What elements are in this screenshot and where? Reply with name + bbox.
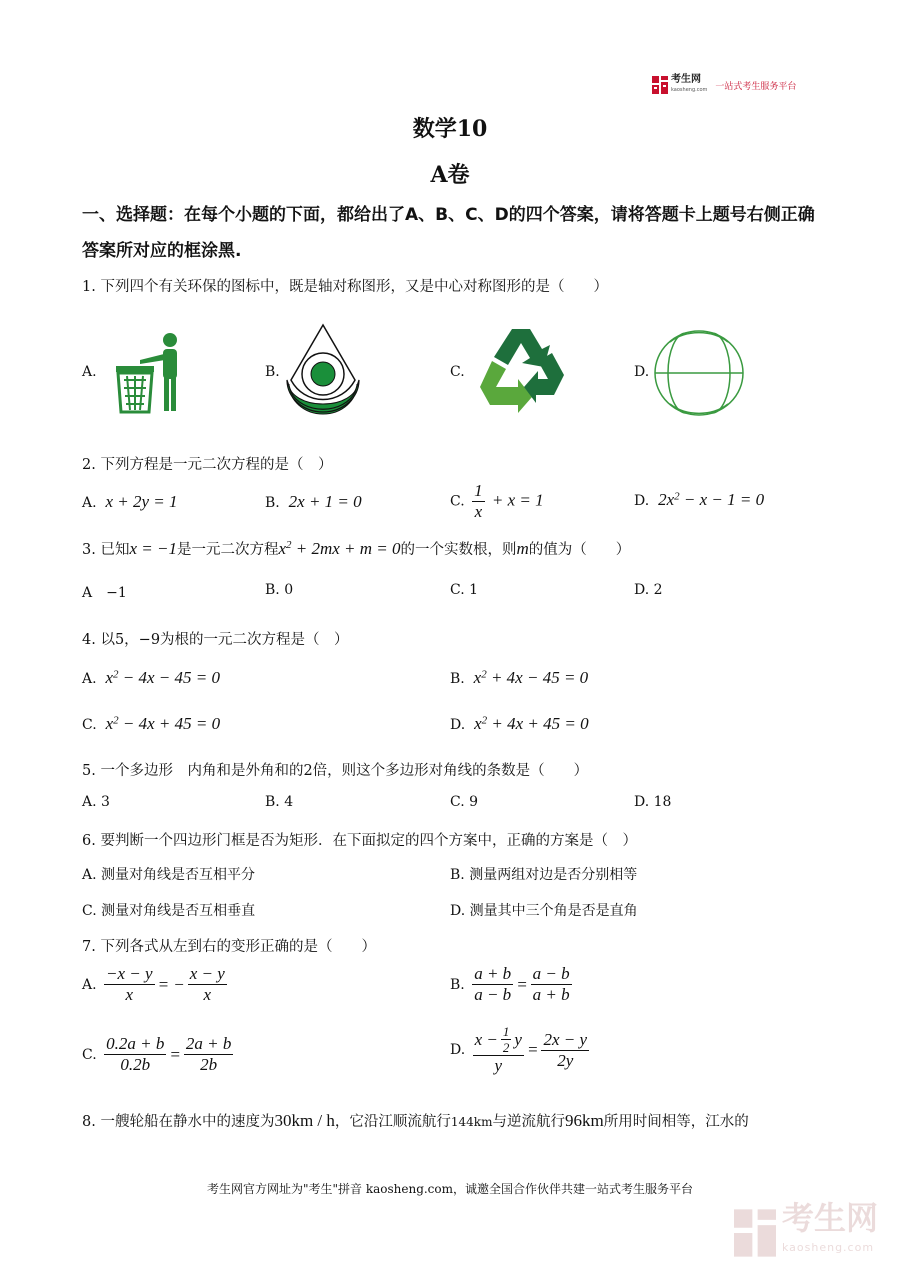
q1-option-b-label: B.	[265, 364, 280, 380]
question-4-stem: 4. 以5，−9为根的一元二次方程是（ ）	[82, 632, 349, 648]
water-drop-icon	[283, 322, 363, 420]
header-logo	[652, 72, 822, 98]
section-heading: 一、选择题：在每个小题的下面，都给出了A、B、C、D的四个答案，请将答题卡上题号右侧正确答案所对应的框涂黑.	[82, 205, 815, 261]
question-1-stem: 1. 下列四个有关环保的图标中，既是轴对称图形，又是中心对称图形的是（ ）	[82, 279, 608, 295]
q5-option-d: D. 18	[634, 794, 672, 810]
q7-option-c: C. $\frac{0.2a + b}{0.2b}$ = $\frac{2a + b}{2b}$	[82, 1034, 232, 1074]
watermark-logo-icon	[734, 1209, 776, 1257]
page-title: 数学10	[412, 116, 488, 142]
globe-icon	[652, 328, 746, 418]
q6-option-a: A. 测量对角线是否互相平分	[82, 867, 256, 883]
q2-option-c: C. $\frac{1}{x}$ + x = 1	[450, 481, 544, 521]
q4-option-d: D. $x^2 + 4x + 45 = 0$	[450, 714, 589, 733]
q2-option-d: D. $2x^2 - x - 1 = 0$	[634, 490, 765, 509]
q3-option-c: C. 1	[450, 582, 479, 598]
q3-option-d: D. 2	[634, 582, 663, 598]
q6-option-d: D. 测量其中三个角是否是直角	[450, 903, 638, 919]
q4-option-a: A. $x^2 - 4x - 45 = 0$	[82, 668, 220, 687]
q6-option-c: C. 测量对角线是否互相垂直	[82, 903, 256, 919]
watermark-text: 考生网 kaosheng.com	[782, 1203, 878, 1263]
q2-option-a: A. x + 2y = 1	[82, 492, 178, 511]
logo-slogan: 一站式考生服务平台	[715, 81, 797, 92]
watermark	[734, 1199, 878, 1263]
q1-option-d-label: D.	[634, 364, 650, 380]
question-8-stem: 8. 一艘轮船在静水中的速度为30km / h，它沿江顺流航行144km与逆流航行96km所用时间相等，江水的	[82, 1111, 749, 1130]
q5-option-a: A. 3	[82, 794, 110, 810]
q4-option-c: C. $x^2 - 4x + 45 = 0$	[82, 714, 221, 733]
q7-option-a: A. $\frac{-x - y}{x}$ = − $\frac{x - y}{x}$	[82, 964, 225, 1004]
q1-option-a-label: A.	[82, 364, 97, 380]
q4-option-b: B. $x^2 + 4x - 45 = 0$	[450, 668, 589, 687]
logo-name: 考生网 kaosheng.com	[671, 74, 708, 93]
trash-person-icon	[110, 330, 190, 415]
q6-option-b: B. 测量两组对边是否分别相等	[450, 867, 638, 883]
q2-option-b: B. 2x + 1 = 0	[265, 492, 362, 511]
question-2-stem: 2. 下列方程是一元二次方程的是（ ）	[82, 457, 333, 473]
recycle-icon	[472, 325, 570, 417]
question-7-stem: 7. 下列各式从左到右的变形正确的是（ ）	[82, 939, 376, 955]
q7-option-b: B. $\frac{a + b}{a - b}$ = $\frac{a - b}{a + b}$	[450, 964, 570, 1004]
q5-option-b: B. 4	[265, 794, 294, 810]
page-subtitle: A卷	[430, 162, 470, 188]
q5-option-c: C. 9	[450, 794, 479, 810]
q3-option-a: A −1	[82, 585, 127, 601]
question-3-stem: 3. 已知x = −1是一元二次方程$x^2 + 2mx + m = 0$的一个实数根，则m的值为（ ）	[82, 539, 631, 558]
watermark-url: kaosheng.com	[781, 1241, 875, 1254]
q7-option-d: D. x − $\frac{1}{2}$ y y = $\frac{2x - y}{2y}$	[450, 1024, 588, 1075]
page-footer: 考生网官方网址为"考生"拼音 kaosheng.com，诚邀全国合作伙伴共建一站式考生服务平台	[206, 1182, 694, 1196]
question-6-stem: 6. 要判断一个四边形门框是否为矩形．在下面拟定的四个方案中，正确的方案是（ ）	[82, 833, 637, 849]
logo-url: kaosheng.com	[671, 87, 708, 93]
q3-option-b: B. 0	[265, 582, 294, 598]
kaosheng-logo-icon	[652, 76, 668, 94]
q1-option-c-label: C.	[450, 364, 465, 380]
question-5-stem: 5. 一个多边形 内角和是外角和的2倍，则这个多边形对角线的条数是（ ）	[82, 763, 589, 779]
